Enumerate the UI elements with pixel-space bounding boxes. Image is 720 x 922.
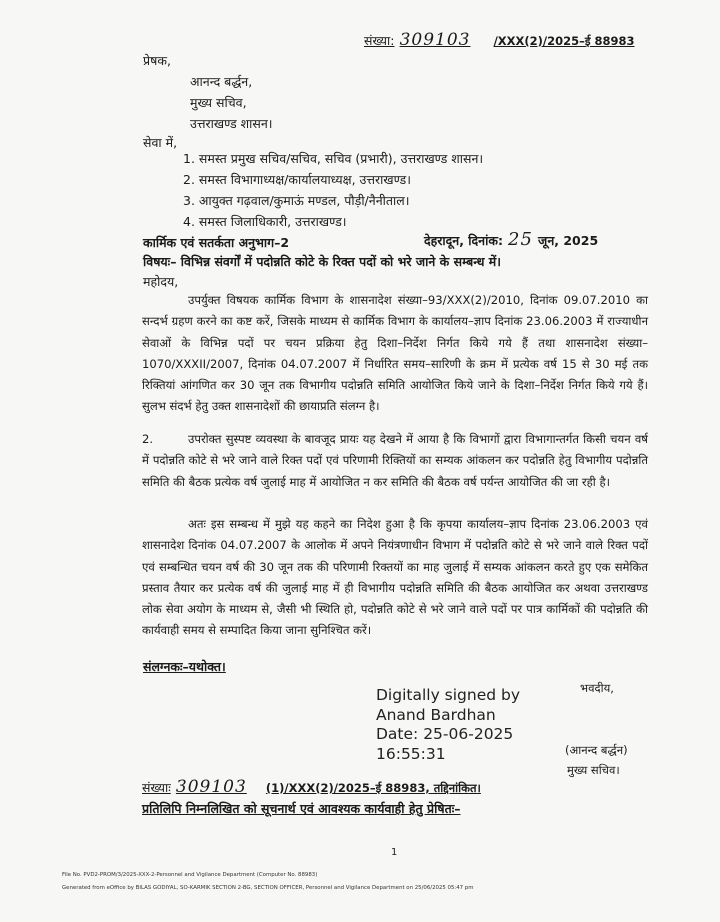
paragraph-2-number: 2.: [142, 432, 154, 446]
footer-file-no: File No. PVD2-PROM/3/2025-XXX-2-Personnel and Vigilance Department (Computer No. 88983): [62, 872, 318, 878]
signatory-name: (आनन्द बर्द्धन): [565, 743, 628, 757]
copy-ref-suffix: (1)/XXX(2)/2025–ई 88983, तद्दिनांकित।: [265, 781, 481, 795]
department-section: कार्मिक एवं सतर्कता अनुभाग–2: [143, 235, 290, 250]
recipient-item-1: 1. समस्त प्रमुख सचिव/सचिव, सचिव (प्रभारी), उत्तराखण्ड शासन।: [183, 151, 484, 166]
signatory-designation: मुख्य सचिव।: [567, 763, 620, 777]
copy-ref-number-handwritten: 309103: [175, 777, 247, 797]
sender-org: उत्तराखण्ड शासन।: [190, 116, 273, 131]
recipient-item-2: 2. समस्त विभागाध्यक्ष/कार्यालयाध्यक्ष, उत्तराखण्ड।: [183, 172, 411, 187]
date-day-handwritten: 25: [508, 229, 533, 250]
digital-signature: [376, 686, 520, 764]
place-date-prefix: देहरादून, दिनांक:: [424, 233, 503, 248]
signature-line-3: Date: 25-06-2025: [376, 725, 514, 743]
reference-number: [364, 30, 635, 50]
ref-number-handwritten: 309103: [399, 30, 471, 50]
recipient-item-3: 3. आयुक्त गढ़वाल/कुमाऊं मण्डल, पौड़ी/नैनीताल।: [183, 193, 410, 208]
salutation: महोदय,: [143, 274, 179, 289]
ref-suffix: /XXX(2)/2025–ई 88983: [493, 34, 635, 48]
date-month-year: जून, 2025: [538, 233, 599, 248]
copy-ref-label: संख्याः: [142, 780, 171, 795]
signature-line-4: 16:55:31: [376, 744, 446, 763]
place-date: [424, 229, 598, 250]
footer-generated: Generated from eOffice by BILAS GODIYAL, SO-KARMIK SECTION 2-BG, SECTION OFFICER, Personnel and Vigilance Department on 25/06/2025 05:47 pm: [62, 885, 474, 891]
subject-line: विषयः– विभिन्न संवर्गों में पदोन्नति कोटे के रिक्त पदों को भरे जाने के सम्बन्ध में।: [143, 254, 502, 269]
page-number: 1: [391, 847, 398, 858]
enclosure-note: संलग्नकः–यथोक्त।: [143, 659, 226, 674]
signature-line-1: Digitally signed by: [376, 686, 521, 704]
closing: भवदीय,: [580, 681, 614, 695]
sender-designation: मुख्य सचिव,: [190, 95, 247, 110]
paragraph-3: अतः इस सम्बन्ध में मुझे यह कहने का निदेश हुआ है कि कृपया कार्यालय–ज्ञाप दिनांक 23.06.2003 एवं शासनादेश दिनांक 04.07.2007 के आलोक में अपने नियंत्रणाधीन विभाग में पदोन्नति कोटे से भरे जाने वाले रिक्त पदों एवं सम्बन्धित चयन वर्ष की 30 जून तक की परिणामी रिक्तयों का माह जुलाई में सम्यक आंकलन करते हुए एक समेकित प्रस्ताव तैयार कर प्रत्येक वर्ष की जुलाई माह में ही विभागीय पदोन्नति समिति की बैठक आयोजित कर अथवा उत्तराखण्ड लोक सेवा अयोग के माध्यम से, जैसी भी स्थिति हो, पदोन्नति कोटे से भरे जाने वाले पदों पर पात्र कार्मिकों की पदोन्नति की कार्यवाही समय से सम्पादित किया जाना सुनिश्चित करें।: [142, 517, 648, 638]
ref-label: संख्या:: [364, 33, 395, 48]
signature-line-2: Anand Bardhan: [376, 705, 496, 724]
sender-label: प्रेषक,: [143, 53, 171, 68]
copy-reference: [142, 777, 481, 797]
recipient-item-4: 4. समस्त जिलाधिकारी, उत्तराखण्ड।: [183, 214, 347, 229]
paragraph-2: उपरोक्त सुस्पष्ट व्यवस्था के बावजूद प्रायः यह देखने में आया है कि विभागों द्वारा विभागान्तर्गत किसी चयन वर्ष में पदोन्नति कोटे से भरे जाने वाले रिक्त पदों एवं परिणामी रिक्तियों का सम्यक आंकलन कर पदोन्नति हेतु विभागीय पदोन्नति समिति की बैठक प्रत्येक वर्ष जुलाई माह में आयोजित न कर समिति की बैठक वर्ष पर्यन्त आयोजित की जा रही है।: [142, 432, 648, 489]
copy-forwarding-line: प्रतिलिपि निम्नलिखित को सूचनार्थ एवं आवश्यक कार्यवाही हेतु प्रेषितः–: [142, 801, 461, 816]
sender-name: आनन्द बर्द्धन,: [190, 74, 253, 89]
recipients-label: सेवा में,: [143, 135, 178, 150]
paragraph-1: उपर्युक्त विषयक कार्मिक विभाग के शासनादेश संख्या–93/XXX(2)/2010, दिनांक 09.07.2010 का सन्दर्भ ग्रहण करने का कष्ट करें, जिसके माध्यम से कार्मिक विभाग के कार्यालय–ज्ञाप दिनांक 23.06.2003 में राज्याधीन सेवाओं के विभिन्न पदों पर चयन प्रक्रिया हेतु दिशा–निर्देश निर्गत किये गये हैं तथा शासनादेश संख्या–1070/XXXII/2007, दिनांक 04.07.2007 में निर्धारित समय–सारिणी के क्रम में प्रत्येक वर्ष 15 से 30 मई तक रिक्तियां आंगणित कर 30 जून तक विभागीय पदोन्नति समिति आयोजित किये जाने के दिशा–निर्देश निर्गत किये गये हैं। सुलभ संदर्भ हेतु उक्त शासनादेशों की छायाप्रति संलग्न है।: [142, 293, 648, 414]
